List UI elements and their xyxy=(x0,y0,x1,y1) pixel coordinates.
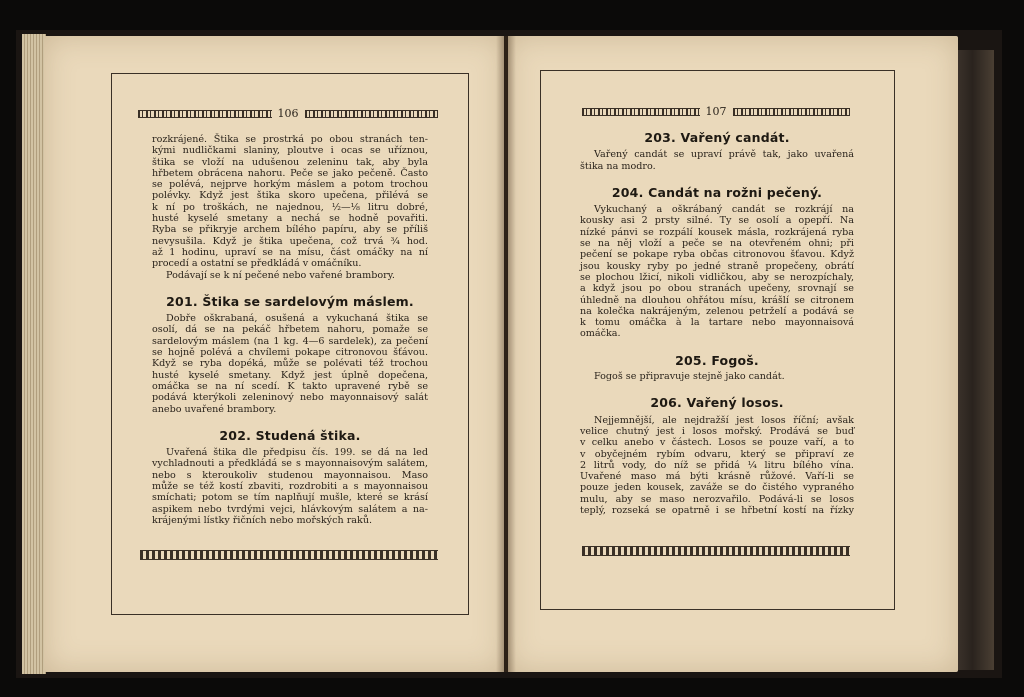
section-body xyxy=(152,313,428,415)
text-line: Uvařená štika dle předpisu čís. 199. se dá na led xyxy=(166,447,428,459)
ornament-band xyxy=(138,110,272,118)
text-line: vychladnouti a předkládá se s mayonnaisovým salátem, xyxy=(152,458,428,470)
left-footer-ornament xyxy=(140,550,438,560)
text-line: rozkrájené. Štika se prostrká po obou stranách ten- xyxy=(152,134,428,145)
text-line: Uvařené maso má býti krásně růžové. Vaří-li se xyxy=(580,471,854,483)
text-line: úhledně na dlouhou ohřátou mísu, krášlí se citronem xyxy=(580,294,854,306)
section-title: 205. Fogoš. xyxy=(675,352,759,368)
section-title: 202. Studená štika. xyxy=(219,427,361,443)
text-line: pouze jeden kousek, zaváže se do čistého vypraného xyxy=(580,482,854,494)
text-line: se na něj vloží a peče se na otevřeném ohni; při xyxy=(580,238,854,250)
text-line: nebo s kteroukoliv studenou mayonnaisou. Maso xyxy=(152,469,428,481)
section-title: 201. Štika se sardelovým máslem. xyxy=(166,293,414,309)
text-line: Dobře oškrabaná, osušená a vykuchaná štika se xyxy=(166,313,428,325)
section-title: 206. Vařený losos. xyxy=(650,395,784,411)
ornament-band xyxy=(582,108,700,116)
text-line: hřbetem obrácena nahoru. Peče se jako pečeně. Často xyxy=(152,167,428,179)
text-line: Ryba se přikryje archem bílého papíru, aby se příliš xyxy=(152,224,428,236)
text-line: husté kyselé smetany. Když jest úplně dopečena, xyxy=(152,369,428,381)
text-line: nevysušila. Když je štika upečena, což trvá ¾ hod. xyxy=(152,235,428,247)
section-body xyxy=(580,149,854,172)
text-line: Vykuchaný a oškrábaný candát se rozkrájí na xyxy=(594,204,854,216)
right-page-text xyxy=(580,132,854,516)
text-line: štika na modro. xyxy=(580,160,656,172)
text-line: Když se ryba dopéká, může se polévati též trochou xyxy=(152,358,428,370)
text-line: sardelovým máslem (na 1 kg. 4—6 sardelek), za pečení xyxy=(152,335,428,347)
text-line: husté kyselé smetany a nechá se hodně povařiti. xyxy=(152,213,428,225)
text-line: kými nudličkami slaniny, ploutve i ocas se uříznou, xyxy=(152,145,428,157)
left-header-ornament xyxy=(138,109,438,119)
ornament-band xyxy=(305,110,439,118)
text-line: Nejjemnější, ale nejdražší jest losos říční; avšak xyxy=(594,414,854,426)
text-line: mulu, aby se maso nerozvařilo. Podává-li se losos xyxy=(580,493,854,505)
text-line: omáčka se na ní scedí. K takto upravené rybě se xyxy=(152,380,428,392)
text-line: 2 litrů vody, do níž se přidá ¼ litru bílého vína. xyxy=(580,459,854,471)
section-body xyxy=(580,415,854,517)
text-line: polévky. Když jest štika skoro upečena, přilévá se xyxy=(152,190,428,202)
ornament-band xyxy=(733,108,851,116)
text-line: procedí a ostatní se předkládá v omáčníku. xyxy=(152,258,362,270)
text-line: Podávají se k ní pečené nebo vařené brambory. xyxy=(166,269,395,281)
text-line: kousky asi 2 prsty silné. Ty se osolí a opepří. Na xyxy=(580,215,854,227)
text-line: k ní po troškách, ne najednou, ½—⅛ litru dobré, xyxy=(152,201,428,213)
text-line: v obyčejném rybím odvaru, který se připraví ze xyxy=(580,448,854,460)
right-page-number: 107 xyxy=(705,105,727,118)
text-line: osolí, dá se na pekáč hřbetem nahoru, pomaže se xyxy=(152,324,428,336)
section-title: 203. Vařený candát. xyxy=(644,130,790,145)
section-title: 204. Candát na rožni pečený. xyxy=(611,184,823,200)
text-line: teplý, rozseká se opatrně i se hřbetní kostí na řízky xyxy=(580,505,854,517)
text-line: aspikem nebo tvrdými vejci, hlávkovým salátem a na- xyxy=(152,503,428,515)
page-edges-left xyxy=(22,34,46,674)
text-line: Fogoš se připravuje stejně jako candát. xyxy=(594,371,785,383)
left-page-number: 106 xyxy=(277,107,299,120)
text-line: se polévá, nejprve horkým máslem a potom trochou xyxy=(152,179,428,191)
text-line: k tomu omáčka à la tartare nebo mayonnaisová xyxy=(580,317,854,329)
text-line: velice chutný jest i losos mořský. Prodává se buď xyxy=(580,425,854,437)
text-line: se plochou lžicí, nikoli vidličkou, aby se nerozpíchaly, xyxy=(580,271,854,283)
text-line: nízké pánvi se rozpálí kousek másla, rozkrájená ryba xyxy=(580,226,854,238)
section-body xyxy=(580,371,854,382)
text-line: se hojně polévá a chvílemi pokape citronovou šťávou. xyxy=(152,347,428,359)
left-intro-paragraph xyxy=(152,134,428,281)
text-line: a když jsou po obou stranách upečeny, srovnají se xyxy=(580,283,854,295)
page-edges-right xyxy=(958,50,994,670)
text-line: podává kterýkoli zeleninový nebo mayonnaisový salát xyxy=(152,392,428,404)
text-line: až 1 hodinu, upraví se na mísu, část omáčky na ní xyxy=(152,246,428,258)
right-footer-ornament xyxy=(582,546,850,556)
section-body xyxy=(580,204,854,340)
text-line: v celku anebo v částech. Losos se pouze vaří, a to xyxy=(580,437,854,449)
section-body xyxy=(152,447,428,526)
text-line: pečení se pokape ryba občas citronovou šťavou. Když xyxy=(580,249,854,261)
text-line: může se též kostí zbaviti, rozdrobiti a s mayonnaisou xyxy=(152,481,428,493)
book-gutter xyxy=(496,36,516,672)
text-line: smíchati; potom se tím naplňují mušle, které se krásí xyxy=(152,492,428,504)
text-line: štika se vloží na udušenou zeleninu tak, aby byla xyxy=(152,156,428,168)
text-line: krájenými lístky řičních nebo mořských raků. xyxy=(152,514,373,526)
right-header-ornament xyxy=(582,107,850,117)
text-line: omáčka. xyxy=(580,328,621,340)
text-line: jsou kousky ryby po jedné straně propečeny, obrátí xyxy=(580,260,854,272)
text-line: Vařený candát se upraví právě tak, jako uvařená xyxy=(594,149,854,161)
left-page-text xyxy=(152,134,428,526)
text-line: anebo uvařené brambory. xyxy=(152,403,277,415)
text-line: na kolečka nakrájeným, zelenou petrželí a podává se xyxy=(580,305,854,317)
